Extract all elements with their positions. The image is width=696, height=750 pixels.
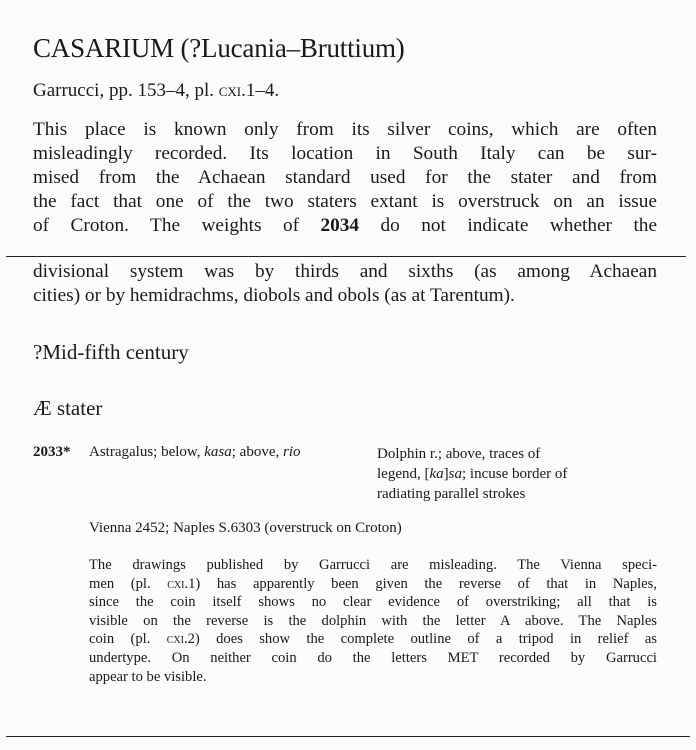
reverse-description [377, 444, 637, 504]
bibliographic-reference [33, 80, 279, 102]
note-plate-ref: cxi.2 [166, 631, 195, 648]
note-text: ) has apparently been given the reverse of that in Naples, [195, 575, 657, 592]
note-text: men (pl. [89, 575, 168, 592]
reverse-text: ; incuse border of [462, 466, 568, 482]
obverse-legend: rio [283, 444, 301, 460]
obverse-description [89, 444, 301, 461]
reverse-line: Dolphin r.; above, traces of [377, 446, 541, 462]
denomination-heading: Æ stater [33, 396, 103, 420]
note-line: visible on the reverse is the dolphin with the letter A above. The Naples [89, 612, 657, 629]
obverse-legend: kasa [204, 444, 232, 460]
page-divider-rule [6, 256, 686, 257]
note-line: appear to be visible. [89, 668, 207, 685]
intro-line: mised from the Achaean standard used for the stater and from [33, 167, 657, 188]
commentary-note [89, 556, 657, 686]
reverse-line: radiating parallel strokes [377, 486, 526, 502]
intro-line: cities) or by hemidrachms, diobols and obols (as at Tarentum). [33, 285, 515, 306]
section-title: CASARIUM (?Lucania–Bruttium) [33, 33, 405, 63]
intro-line-weights [33, 214, 657, 238]
intro-paragraph-bottom [33, 260, 657, 308]
note-line: undertype. On neither coin do the letters MET recorded by Garrucci [89, 649, 657, 666]
obverse-text: Astragalus; below, [89, 444, 205, 460]
intro-line: This place is known only from its silver coins, which are often [33, 119, 657, 140]
provenance-line: Vienna 2452; Naples S.6303 (overstruck on Croton) [89, 520, 402, 536]
catalogue-number: 2033* [33, 444, 71, 460]
intro-line5-before: of Croton. The weights of [33, 215, 321, 236]
note-line [89, 630, 657, 649]
reverse-legend: sa [448, 466, 462, 482]
reference-prefix: Garrucci, pp. 153–4, pl. [33, 80, 219, 101]
reference-plate: cxi.1–4 [218, 80, 275, 101]
note-line [89, 575, 657, 594]
obverse-text: ; above, [231, 444, 283, 460]
note-line: The drawings published by Garrucci are misleading. The Vienna speci- [89, 557, 657, 573]
note-text: ) does show the complete outline of a tripod in relief as [194, 631, 657, 648]
note-line: since the coin itself shows no clear evidence of overstriking; all that is [89, 594, 657, 611]
reverse-legend: ka [429, 466, 444, 482]
intro-line: divisional system was by thirds and sixths (as among Achaean [33, 261, 657, 282]
reverse-line [377, 464, 637, 484]
period-heading: ?Mid-fifth century [33, 340, 189, 364]
note-plate-ref: cxi.1 [167, 575, 196, 592]
bottom-rule [6, 736, 690, 737]
reference-suffix: . [274, 80, 280, 101]
note-text: coin (pl. [89, 631, 167, 648]
reverse-text: legend, [ [377, 466, 430, 482]
intro-paragraph-top [33, 118, 657, 238]
intro-line5-bold-number: 2034 [320, 215, 360, 236]
intro-line: the fact that one of the two staters extant is overstruck on an issue [33, 191, 657, 212]
intro-line5-after: do not indicate whether the [359, 215, 658, 236]
intro-line: misleadingly recorded. Its location in South Italy can be sur- [33, 143, 657, 164]
reverse-text: ] [443, 466, 449, 482]
